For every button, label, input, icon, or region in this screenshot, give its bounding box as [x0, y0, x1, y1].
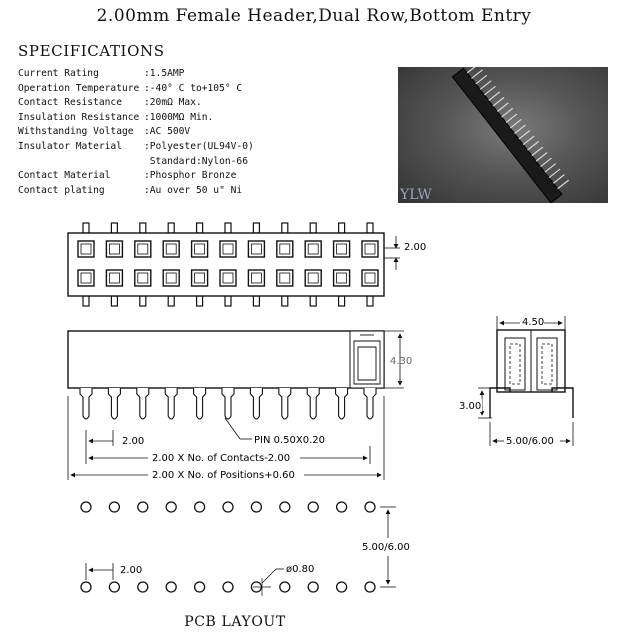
- pcb-hole: [365, 502, 375, 512]
- pcb-hole: [251, 502, 261, 512]
- pcb-hole: [81, 502, 91, 512]
- pcb-hole: [365, 582, 375, 592]
- pcb-hole: [195, 582, 205, 592]
- pcb-hole: [280, 582, 290, 592]
- front-pin: [222, 388, 234, 419]
- contact-opening: [334, 241, 350, 257]
- specifications-heading: SPECIFICATIONS: [18, 42, 165, 60]
- pcb-hole-dimension: ø0.80: [286, 564, 315, 575]
- top-pin-tab: [367, 223, 373, 233]
- tail-length-dimension: 3.00: [459, 401, 482, 412]
- contact-opening: [78, 270, 94, 286]
- pcb-hole: [337, 582, 347, 592]
- pcb-pitch-dimension: 2.00: [120, 565, 143, 576]
- pcb-hole: [308, 502, 318, 512]
- spec-row: Contact plating :Au over 50 u" Ni: [18, 184, 243, 196]
- contact-opening: [277, 270, 293, 286]
- contact-opening: [362, 270, 378, 286]
- bottom-pin-tab: [111, 296, 117, 306]
- bottom-pin-tab: [140, 296, 146, 306]
- top-view: [68, 223, 426, 306]
- pcb-hole: [109, 502, 119, 512]
- pcb-hole: [166, 502, 176, 512]
- bottom-pin-tab: [253, 296, 259, 306]
- contact-opening: [106, 270, 122, 286]
- front-pin: [279, 388, 291, 419]
- front-view: [68, 331, 412, 481]
- contact-opening: [192, 270, 208, 286]
- contact-opening: [163, 270, 179, 286]
- front-pin: [137, 388, 149, 419]
- spec-row: Current Rating :1.5AMP: [18, 68, 185, 79]
- pcb-hole: [195, 502, 205, 512]
- front-pin: [194, 388, 206, 419]
- pcb-hole: [138, 502, 148, 512]
- contact-opening: [248, 241, 264, 257]
- side-view: [458, 315, 573, 447]
- pcb-hole: [81, 582, 91, 592]
- spec-row: Contact Resistance :20mΩ Max.: [18, 97, 202, 109]
- contact-opening: [163, 241, 179, 257]
- contact-opening: [305, 270, 321, 286]
- contact-opening: [305, 241, 321, 257]
- height-dimension: 4.30: [390, 356, 413, 367]
- bottom-pin-tab: [367, 296, 373, 306]
- spec-row: Insulator Material :Polyester(UL94V-0): [18, 140, 254, 152]
- contact-opening: [192, 241, 208, 257]
- bottom-pin-tab: [168, 296, 174, 306]
- page-title: 2.00mm Female Header,Dual Row,Bottom Entry: [96, 6, 532, 26]
- contact-opening: [362, 241, 378, 257]
- pcb-hole: [308, 582, 318, 592]
- bottom-pin-tab: [83, 296, 89, 306]
- contacts-dimension: 2.00 X No. of Contacts-2.00: [152, 453, 291, 464]
- front-pin: [108, 388, 120, 419]
- front-pin: [336, 388, 348, 419]
- pcb-layout: [81, 502, 410, 596]
- contact-opening: [135, 241, 151, 257]
- contact-opening: [277, 241, 293, 257]
- top-pin-tab: [253, 223, 259, 233]
- top-pin-tab: [339, 223, 345, 233]
- pcb-hole: [223, 582, 233, 592]
- side-spread-dimension: 5.00/6.00: [506, 436, 554, 447]
- top-pin-tab: [197, 223, 203, 233]
- top-pin-tab: [168, 223, 174, 233]
- front-pin: [250, 388, 262, 419]
- top-pin-tab: [282, 223, 288, 233]
- top-pin-tab: [225, 223, 231, 233]
- bottom-pin-tab: [310, 296, 316, 306]
- spec-row: Withstanding Voltage :AC 500V: [18, 126, 191, 138]
- contact-opening: [135, 270, 151, 286]
- top-pin-tab: [310, 223, 316, 233]
- pin-size-callout: PIN 0.50X0.20: [254, 435, 326, 446]
- pcb-hole: [109, 582, 119, 592]
- front-pin: [80, 388, 92, 419]
- pcb-hole: [337, 502, 347, 512]
- front-pin: [364, 388, 376, 419]
- pcb-row-spacing-dimension: 5.00/6.00: [362, 542, 410, 553]
- front-pin: [165, 388, 177, 419]
- pcb-hole: [138, 582, 148, 592]
- pitch-dimension: 2.00: [122, 436, 145, 447]
- bottom-pin-tab: [197, 296, 203, 306]
- bottom-pin-tab: [339, 296, 345, 306]
- front-pin: [307, 388, 319, 419]
- pcb-layout-label: PCB LAYOUT: [184, 614, 286, 630]
- pcb-hole: [223, 502, 233, 512]
- photo-watermark: YLW: [400, 187, 432, 203]
- spec-row: Operation Temperature :-40° C to+105° C: [18, 82, 243, 94]
- spec-row: Standard:Nylon-66: [144, 155, 248, 167]
- bottom-pin-tab: [225, 296, 231, 306]
- contact-opening: [334, 270, 350, 286]
- pcb-hole: [280, 502, 290, 512]
- contact-opening: [248, 270, 264, 286]
- side-width-dimension: 4.50: [522, 317, 545, 328]
- row-pitch-dimension: 2.00: [404, 242, 427, 253]
- contact-opening: [78, 241, 94, 257]
- top-pin-tab: [83, 223, 89, 233]
- contact-opening: [220, 241, 236, 257]
- top-pin-tab: [140, 223, 146, 233]
- contact-opening: [106, 241, 122, 257]
- spec-row: Insulation Resistance :1000MΩ Min.: [18, 111, 214, 123]
- bottom-pin-tab: [282, 296, 288, 306]
- contact-opening: [220, 270, 236, 286]
- top-pin-tab: [111, 223, 117, 233]
- pcb-hole: [166, 582, 176, 592]
- spec-row: Contact Material :Phosphor Bronze: [18, 170, 237, 182]
- positions-dimension: 2.00 X No. of Positions+0.60: [152, 470, 295, 481]
